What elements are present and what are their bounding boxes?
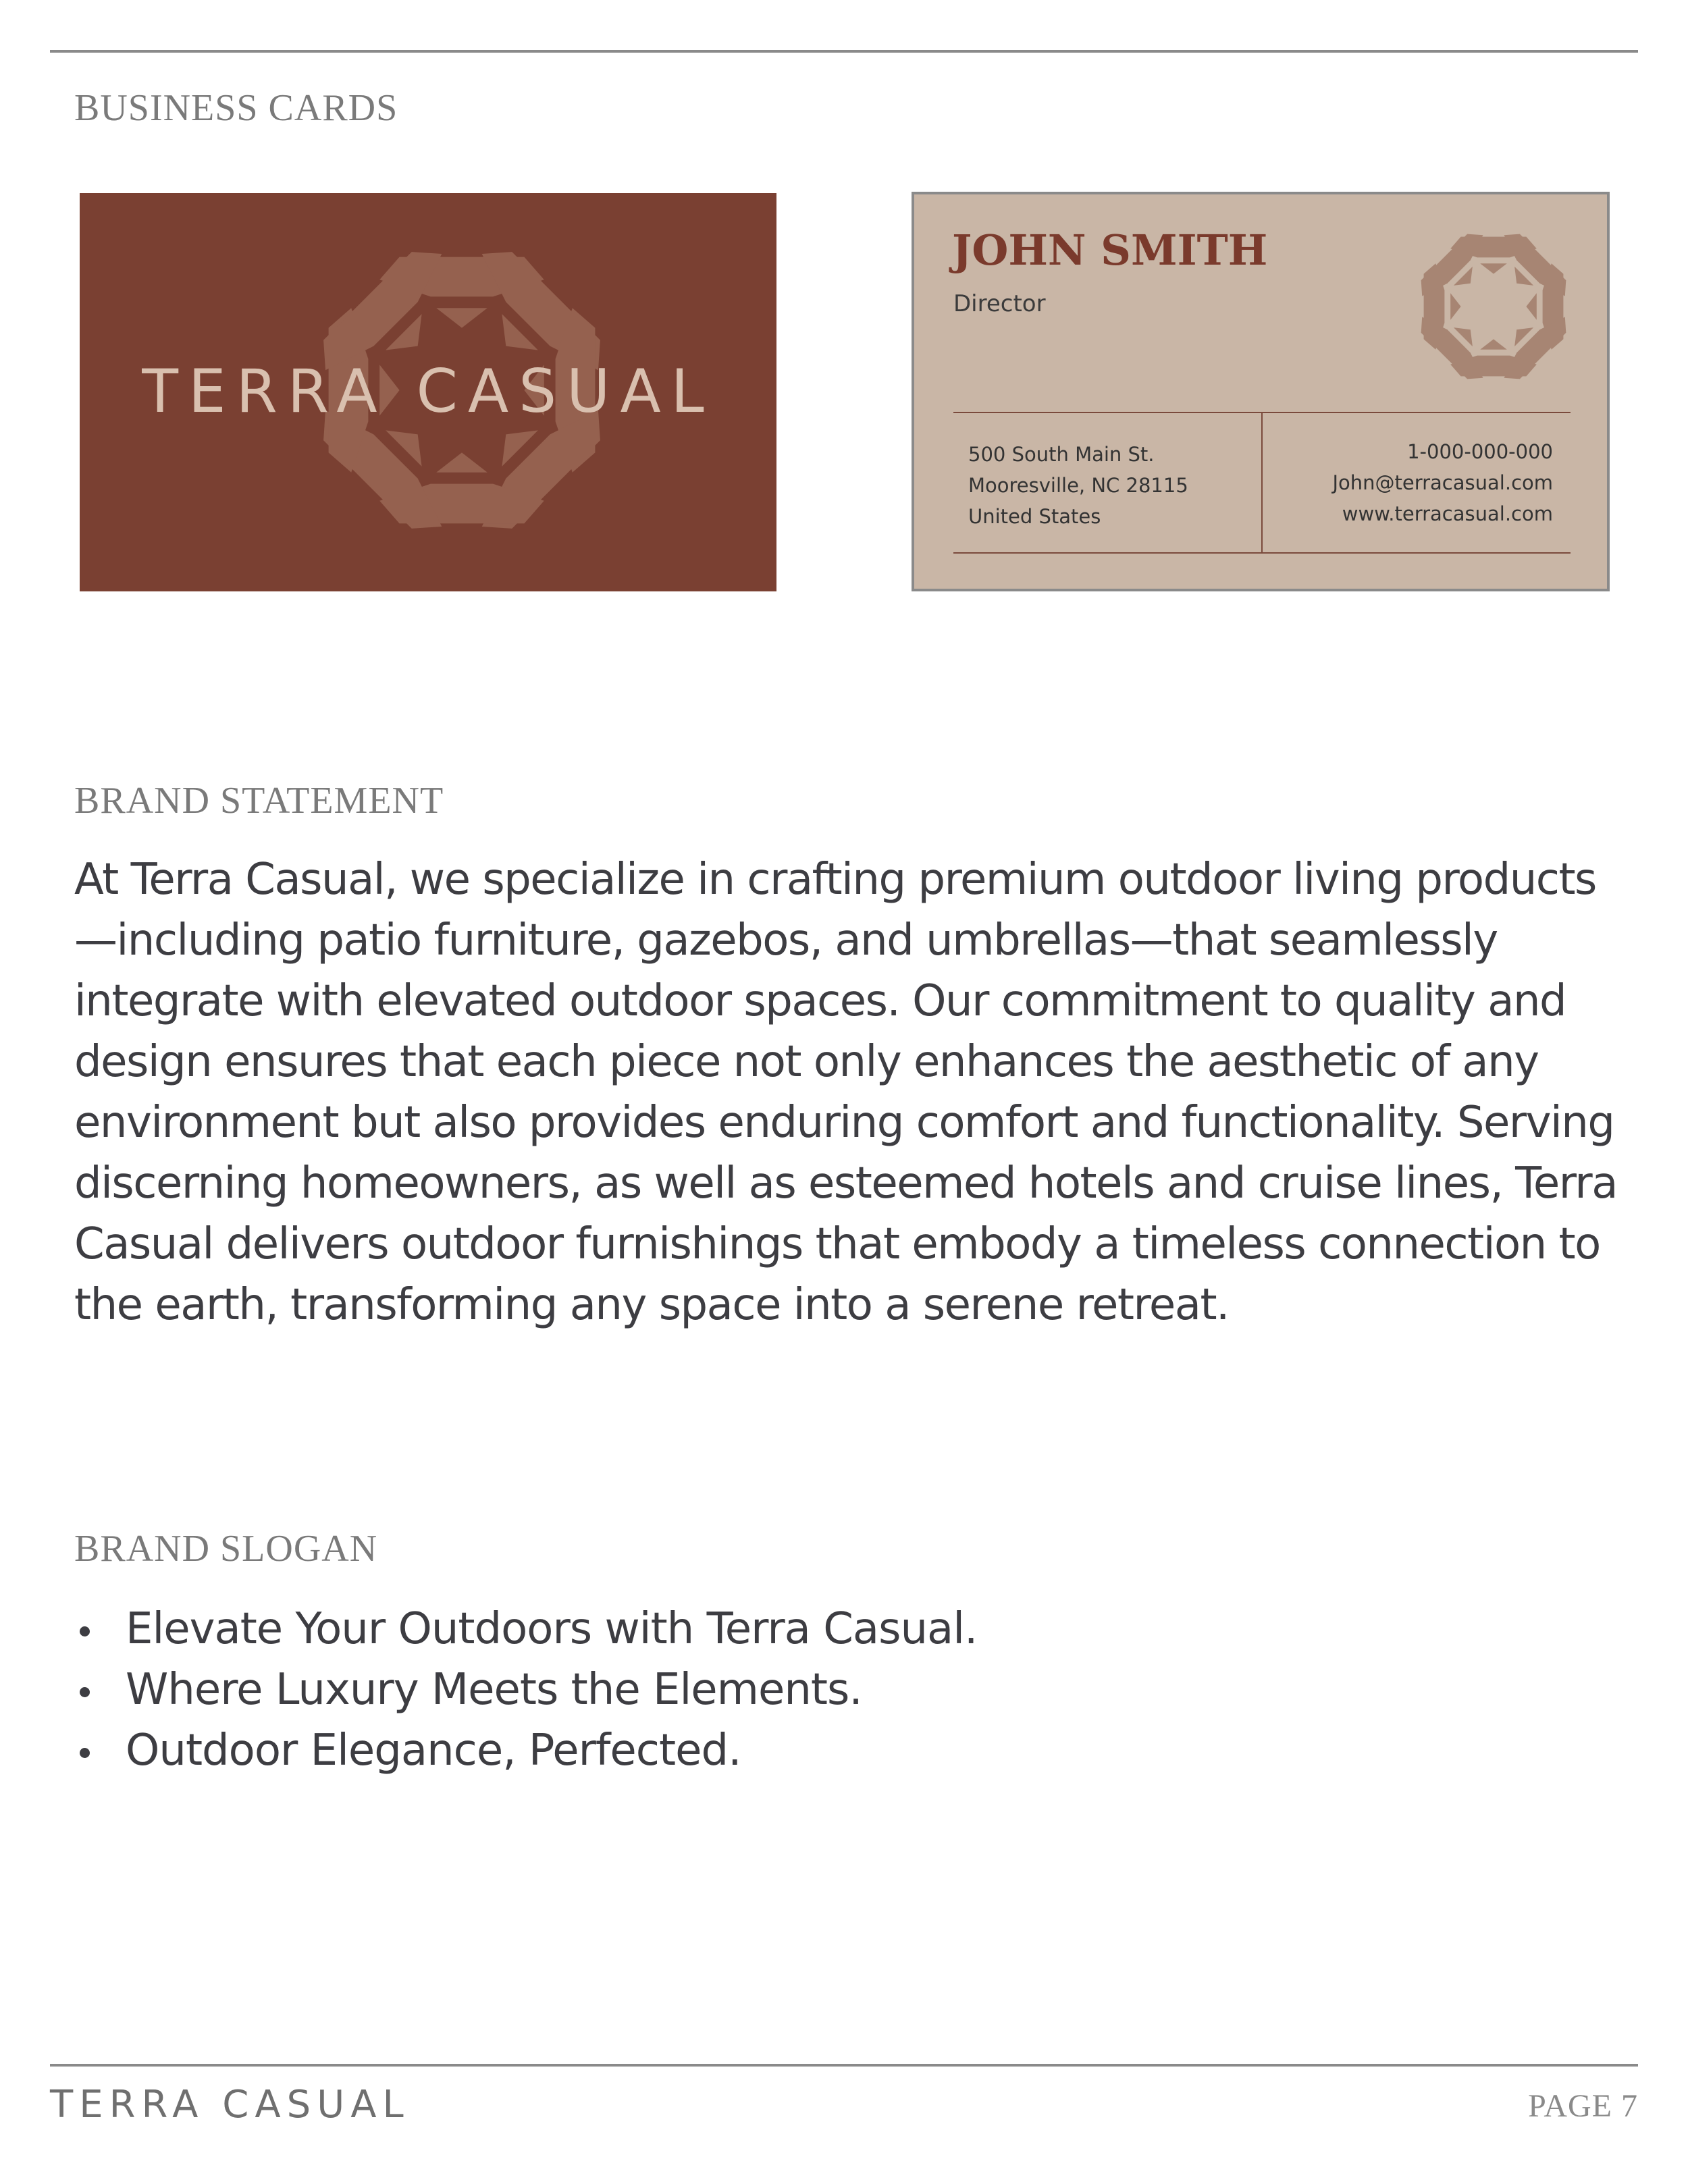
card-address bbox=[968, 439, 1188, 532]
address-line-1: 500 South Main St. bbox=[968, 443, 1155, 466]
list-item: Outdoor Elegance, Perfected. bbox=[74, 1720, 977, 1781]
card-name: JOHN SMITH bbox=[952, 225, 1268, 275]
brand-statement-text: At Terra Casual, we specialize in crafting premium outdoor living products—including patio furniture, gazebos, and umbrellas—that seamlessly integrate with elevated outdoor spaces. Our commitment to quality and design ensures that each piece not only enhances the aesthetic of any environment but also provides enduring comfort and functionality. Serving discerning homeowners, as well as esteemed hotels and cruise lines, Terra Casual delivers outdoor furnishings that embody a timeless connection to the earth, transforming any space into a serene retreat. bbox=[74, 855, 1617, 1330]
card-contact bbox=[1332, 436, 1553, 529]
card-job-title: Director bbox=[953, 290, 1046, 317]
card-divider-vertical bbox=[1261, 412, 1263, 554]
business-card-back bbox=[912, 192, 1610, 591]
brand-statement-heading: BRAND STATEMENT bbox=[74, 780, 444, 822]
list-item: Where Luxury Meets the Elements. bbox=[74, 1659, 977, 1720]
terra-casual-emblem-icon bbox=[1419, 232, 1568, 381]
footer-wordmark: TERRA CASUAL bbox=[50, 2083, 410, 2127]
card-front-wordmark: TERRA CASUAL bbox=[142, 356, 714, 426]
card-divider-bottom bbox=[953, 552, 1571, 554]
business-card-front bbox=[80, 193, 776, 591]
business-cards-heading: BUSINESS CARDS bbox=[74, 87, 398, 129]
card-email: John@terracasual.com bbox=[1332, 471, 1553, 494]
card-phone: 1-000-000-000 bbox=[1407, 440, 1553, 463]
footer-rule bbox=[50, 2064, 1638, 2067]
slogan-list bbox=[74, 1599, 977, 1781]
top-rule bbox=[50, 50, 1638, 53]
page-number: PAGE 7 bbox=[1528, 2088, 1638, 2124]
brand-slogan-heading: BRAND SLOGAN bbox=[74, 1528, 378, 1570]
card-website: www.terracasual.com bbox=[1342, 502, 1553, 525]
address-line-2: Mooresville, NC 28115 bbox=[968, 474, 1188, 497]
address-line-3: United States bbox=[968, 505, 1101, 528]
list-item: Elevate Your Outdoors with Terra Casual. bbox=[74, 1599, 977, 1659]
